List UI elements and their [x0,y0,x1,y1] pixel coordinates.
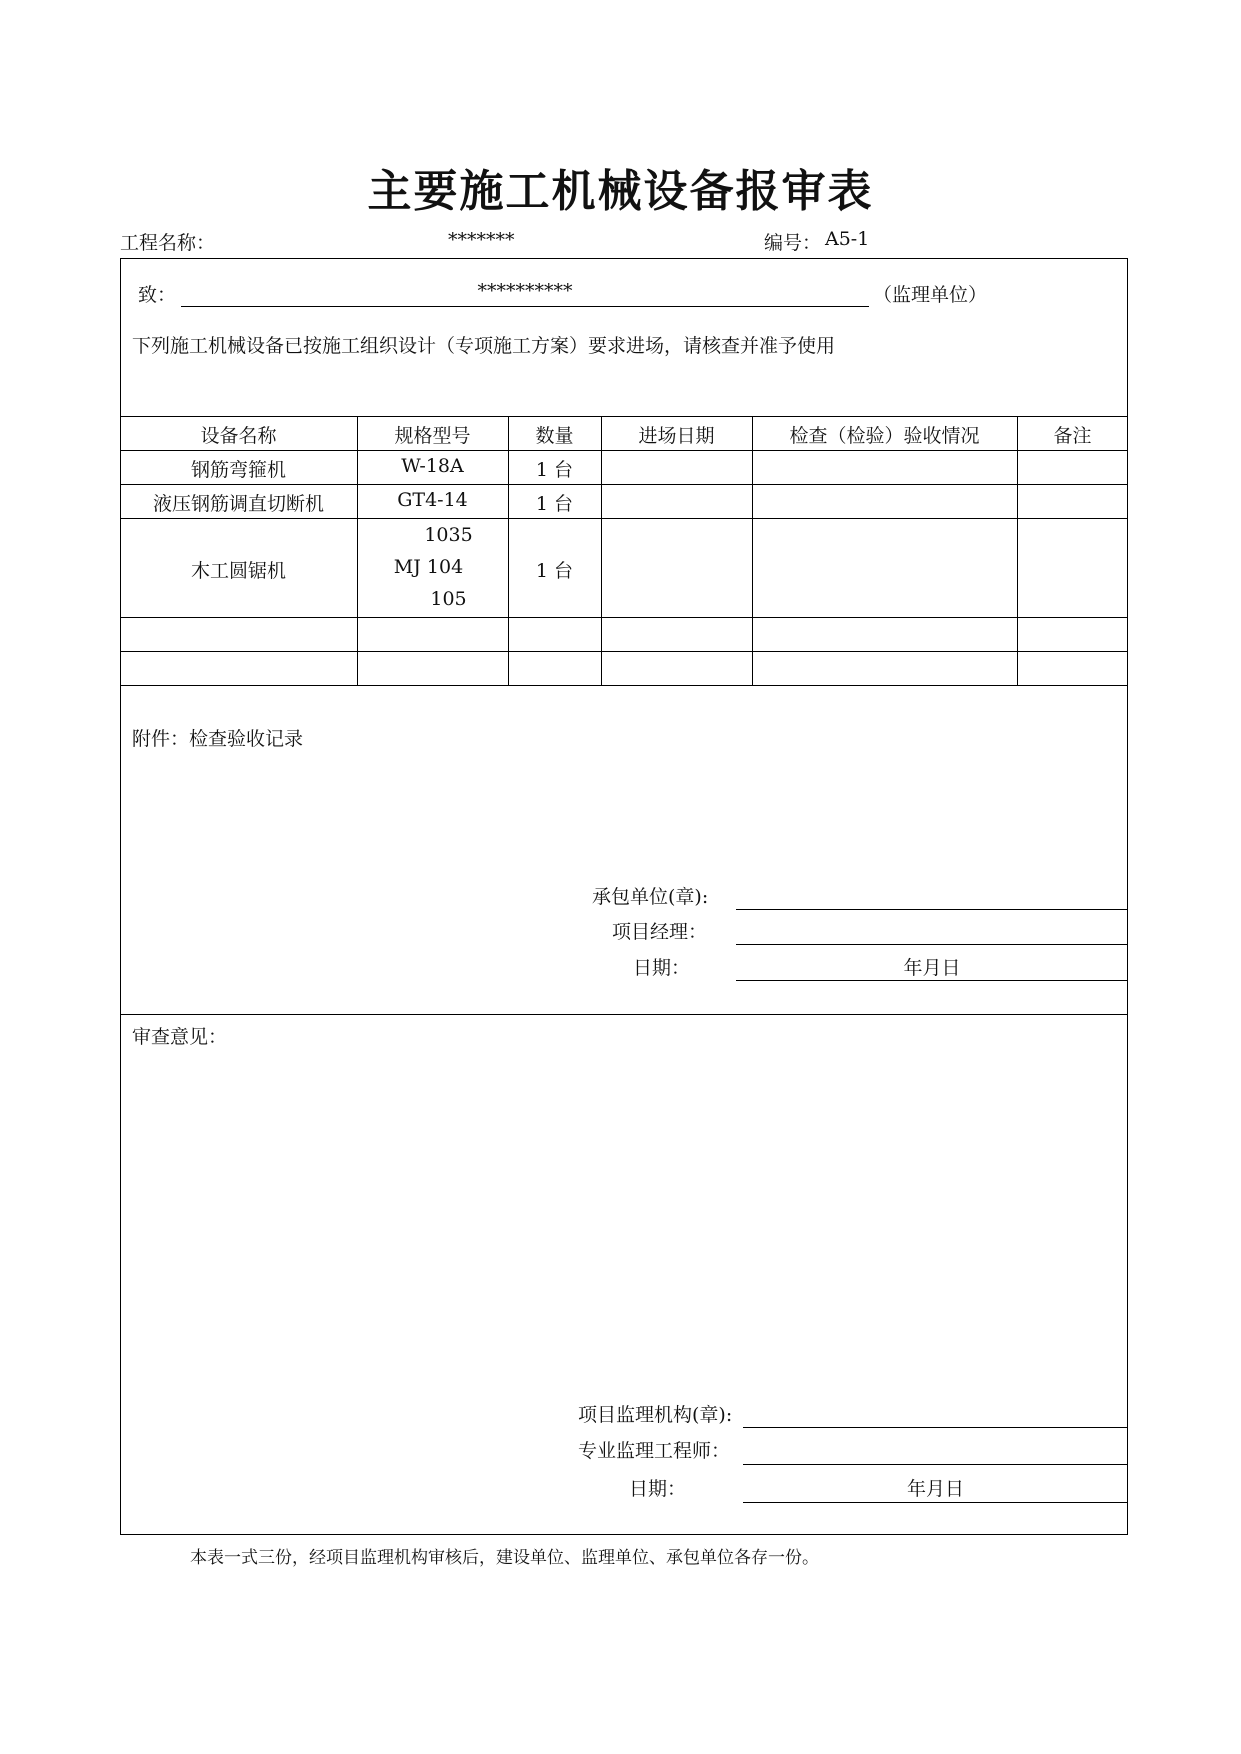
contractor-unit-label: 承包单位(章): [592,886,709,908]
table-column-rule [752,416,753,685]
table-header-cell: 设备名称 [200,425,277,447]
table-rule [120,617,1128,618]
table-header-cell: 检查（检验）验收情况 [789,425,980,447]
review-date-label: 日期： [629,1478,687,1500]
review-date-line [743,1502,1128,1503]
table-rule [120,651,1128,652]
supervision-engineer-label: 专业监理工程师： [578,1440,731,1462]
table-cell-model-line: MJ 104 [393,556,464,578]
table-cell-model: GT4-14 [397,489,468,511]
project-manager-line [736,944,1128,945]
form-code-label: 编号： [764,232,822,254]
table-cell-model-line: 1035 [424,524,473,546]
table-column-rule [601,416,602,685]
form-code-value: A5-1 [825,228,870,250]
supervisor-unit-value: ********** [477,280,573,302]
footer-note: 本表一式三份，经项目监理机构审核后，建设单位、监理单位、承包单位各存一份。 [190,1548,819,1568]
project-manager-label: 项目经理： [612,921,708,943]
contractor-date-line [736,980,1128,981]
review-label: 审查意见： [132,1026,228,1048]
table-cell-name: 钢筋弯箍机 [190,459,286,481]
attachment-label: 附件：检查验收记录 [132,728,304,750]
review-divider [120,1014,1128,1015]
table-header-cell: 进场日期 [638,425,715,447]
table-rule [120,450,1128,451]
table-cell-qty: 1 台 [535,560,574,582]
statement-text: 下列施工机械设备已按施工组织设计（专项施工方案）要求进场，请核查并准予使用 [132,335,836,357]
table-column-rule [1017,416,1018,685]
review-date-value: 年月日 [906,1478,964,1500]
project-name-label: 工程名称： [120,232,216,254]
table-header-cell: 备注 [1053,425,1092,447]
table-cell-model-line: 105 [430,588,467,610]
supervision-engineer-line [743,1464,1128,1465]
table-cell-model: W-18A [401,455,464,477]
table-rule [120,484,1128,485]
table-cell-qty: 1 台 [535,459,574,481]
contractor-unit-line [736,909,1128,910]
supervision-org-label: 项目监理机构(章): [578,1404,733,1426]
table-rule [120,685,1128,686]
to-label: 致： [138,284,177,306]
table-header-cell: 规格型号 [394,425,471,447]
contractor-date-value: 年月日 [903,957,961,979]
supervision-org-line [743,1427,1128,1428]
table-cell-qty: 1 台 [535,493,574,515]
contractor-date-label: 日期： [633,957,691,979]
table-rule [120,518,1128,519]
project-name-value: ******* [448,229,515,251]
table-cell-name: 液压钢筋调直切断机 [152,493,324,515]
to-underline [181,306,869,307]
table-header-cell: 数量 [535,425,574,447]
to-suffix: （监理单位） [873,284,988,306]
table-rule [120,416,1128,417]
table-cell-name: 木工圆锯机 [190,560,286,582]
form-title: 主要施工机械设备报审表 [367,166,874,217]
